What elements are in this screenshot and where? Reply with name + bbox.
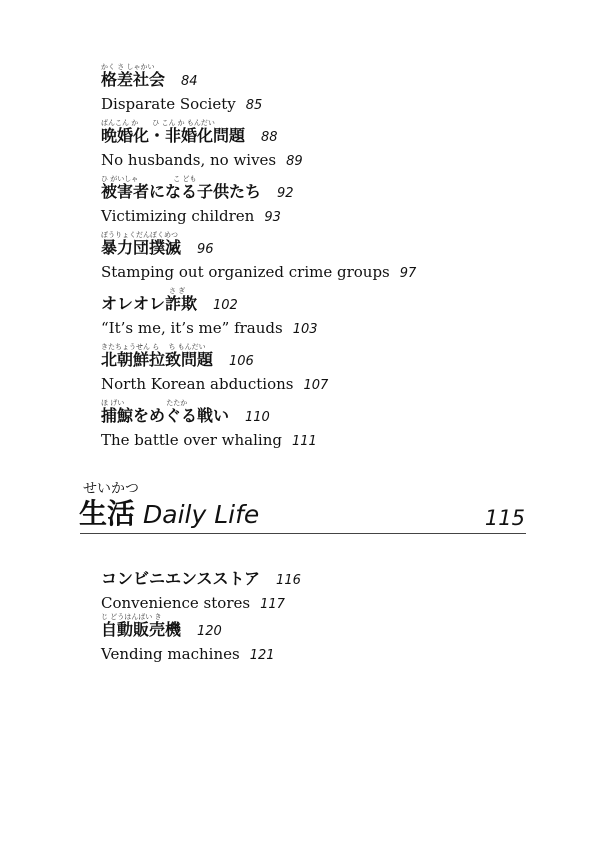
page-number: 117	[260, 597, 285, 612]
page-number: 106	[229, 354, 254, 369]
page-number: 88	[261, 130, 278, 145]
entry-title-en: North Korean abductions	[101, 375, 294, 393]
page-number: 93	[264, 210, 281, 225]
entry-title-jp: オレオレ詐欺	[101, 294, 198, 313]
page-number: 116	[276, 573, 301, 588]
entry-title-jp: 捕鯨をめぐる戦い	[101, 406, 230, 425]
page-number: 97	[399, 266, 417, 281]
page-number: 107	[303, 378, 329, 393]
entry-title-jp: 被害者になる子供たち	[101, 182, 262, 201]
furigana: ひ がいしゃ こ ども	[101, 175, 197, 183]
entry-title-en: No husbands, no wives	[101, 151, 277, 169]
section-furigana: せいかつ	[83, 481, 139, 497]
page-number: 103	[292, 322, 318, 337]
entry-title-en: Stamping out organized crime groups	[101, 263, 390, 281]
entry-title-en: The battle over whaling	[101, 431, 282, 449]
entry-title-en: Vending machines	[101, 645, 240, 663]
entry-title-jp: 晩婚化・非婚化問題	[101, 126, 246, 145]
section-title-en: Daily Life	[143, 500, 260, 529]
page-number: 92	[277, 186, 294, 201]
entry-title-jp: 暴力団撲滅	[101, 238, 182, 257]
page-number: 111	[291, 434, 317, 449]
furigana: ばんこん か ひ こん か もんだい	[101, 119, 215, 127]
entry-title-jp: 格差社会	[101, 70, 166, 89]
entry-title-en: Victimizing children	[101, 207, 255, 225]
furigana: ぼうりょくだんぼくめつ	[101, 231, 178, 239]
section-title	[79, 496, 259, 533]
page-number: 110	[245, 410, 270, 425]
page-number: 96	[197, 242, 214, 257]
section-title-jp: 生活	[79, 497, 136, 530]
furigana: かく さ しゃかい	[101, 63, 155, 71]
page-number: 102	[213, 298, 238, 313]
page-number: 120	[197, 624, 222, 639]
entry-title-jp: 北朝鮮拉致問題	[101, 350, 214, 369]
entry-title-jp: 自動販売機	[101, 620, 182, 639]
section-page-number: 115	[484, 506, 525, 530]
entry-title-en: Convenience stores	[101, 594, 251, 612]
entry-title-en: Disparate Society	[101, 95, 236, 113]
page-number: 121	[249, 648, 275, 663]
entry-title-jp: コンビニエンスストア	[101, 569, 261, 588]
entry-title-en: “It’s me, it’s me” frauds	[101, 319, 283, 337]
page-number: 85	[245, 98, 263, 113]
furigana: ほ げい たたか	[101, 399, 188, 407]
furigana: じ どうはんばい き	[101, 613, 162, 621]
page-number: 84	[181, 74, 198, 89]
page-number: 89	[286, 154, 303, 169]
section-divider	[80, 533, 526, 534]
furigana-text: さ ぎ	[169, 287, 186, 295]
furigana: きたちょうせん ら ち もんだい	[101, 343, 206, 351]
